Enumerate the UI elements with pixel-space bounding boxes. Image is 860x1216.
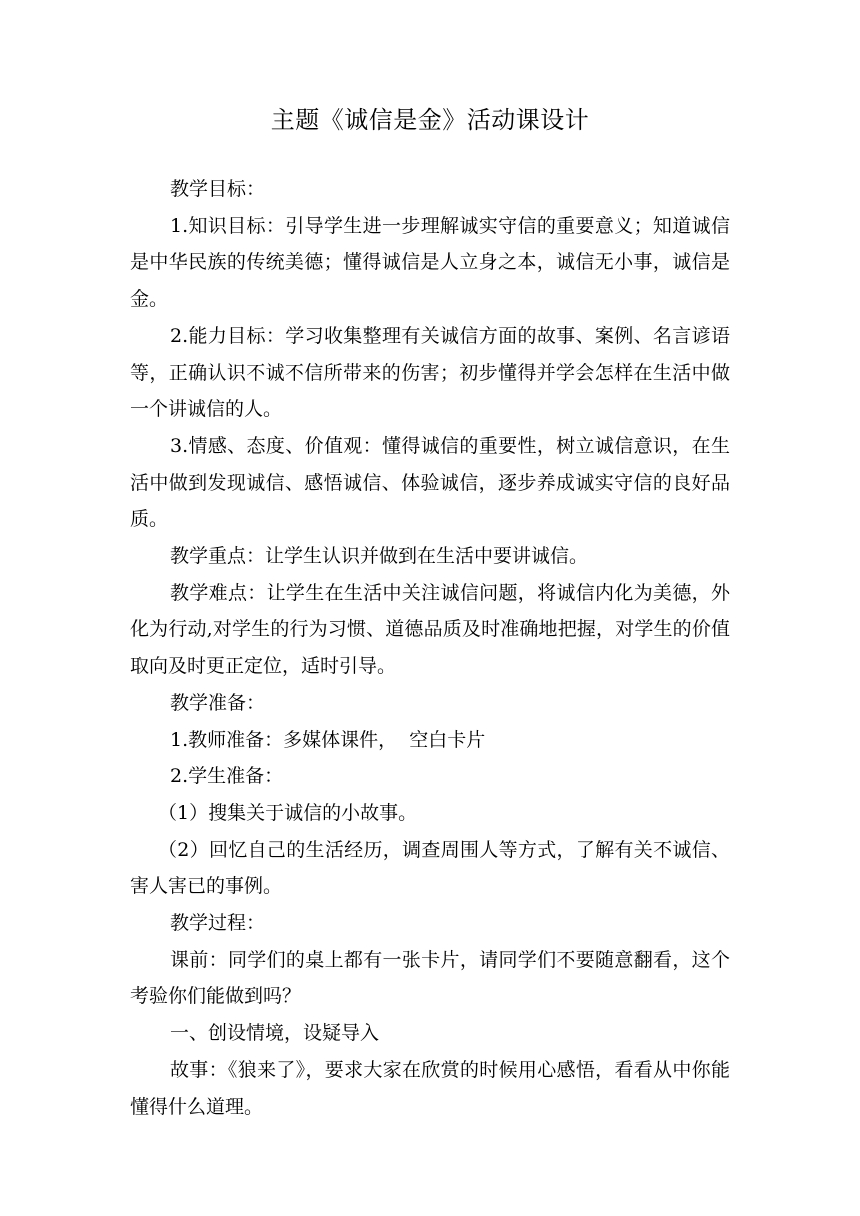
section-heading-objectives: 教学目标： — [170, 178, 266, 200]
paragraph-teacher-preparation: 1.教师准备：多媒体课件， 空白卡片 — [170, 728, 486, 751]
paragraph-key-point: 教学重点：让学生认识并做到在生活中要讲诚信。 — [170, 545, 589, 568]
subsection-heading-introduction: 一、创设情境，设疑导入 — [170, 1022, 380, 1045]
paragraph-pre-class: 课前：同学们的桌上都有一张卡片，请同学们不要随意翻看，这个考验你们能做到吗？ — [130, 948, 730, 1008]
paragraph-emotion-objective: 3.情感、态度、价值观：懂得诚信的重要性，树立诚信意识，在生活中做到发现诚信、感悟诚信、体验诚信，逐步养成诚实守信的良好品质。 — [130, 434, 730, 531]
section-heading-preparation: 教学准备： — [170, 691, 266, 714]
document-title: 主题《诚信是金》活动课设计 — [270, 106, 590, 134]
section-heading-process: 教学过程： — [170, 912, 266, 935]
paragraph-difficulty: 教学难点：让学生在生活中关注诚信问题，将诚信内化为美德，外化为行动,对学生的行为习惯、道德品质及时准确地把握，对学生的价值取向及时更正定位，适时引导。 — [130, 581, 730, 678]
document-body — [130, 171, 730, 1125]
paragraph-student-preparation: 2.学生准备： — [170, 765, 284, 788]
paragraph-knowledge-objective: 1.知识目标：引导学生进一步理解诚实守信的重要意义；知道诚信是中华民族的传统美德；懂得诚信是人立身之本，诚信无小事，诚信是金。 — [130, 214, 730, 311]
list-item-collect-stories: （1）搜集关于诚信的小故事。 — [158, 801, 418, 824]
paragraph-ability-objective: 2.能力目标：学习收集整理有关诚信方面的故事、案例、名言谚语等，正确认识不诚不信所带来的伤害；初步懂得并学会怎样在生活中做一个讲诚信的人。 — [130, 324, 730, 421]
list-item-recall-experience: （2）回忆自己的生活经历，调查周围人等方式，了解有关不诚信、害人害已的事例。 — [130, 838, 730, 898]
paragraph-story: 故事：《狼来了》，要求大家在欣赏的时候用心感悟，看看从中你能懂得什么道理。 — [130, 1058, 730, 1118]
